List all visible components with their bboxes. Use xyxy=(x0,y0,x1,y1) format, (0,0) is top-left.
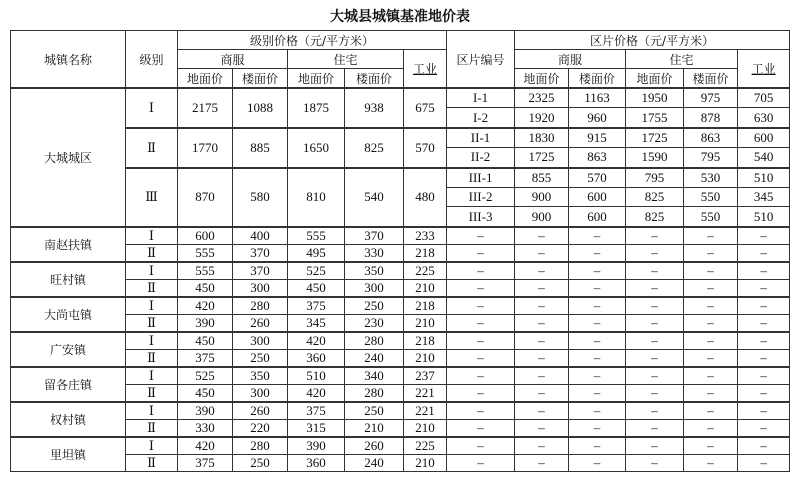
zone-price-cell: 900 xyxy=(515,207,569,227)
zone-price-cell: 630 xyxy=(738,108,790,128)
header-floor-price: 楼面价 xyxy=(233,69,288,89)
price-cell: 370 xyxy=(233,244,288,262)
price-cell: 375 xyxy=(178,454,233,471)
header-floor-price: 楼面价 xyxy=(684,69,738,89)
price-cell: 210 xyxy=(404,349,447,367)
town-name: 大城城区 xyxy=(11,88,126,227)
empty-cell: – xyxy=(684,367,738,385)
header-industrial: 工业 xyxy=(404,50,447,89)
price-cell: 525 xyxy=(288,262,345,280)
zone-price-cell: 550 xyxy=(684,187,738,206)
price-cell: 555 xyxy=(288,227,345,245)
price-cell: 938 xyxy=(345,88,404,128)
empty-cell: – xyxy=(447,279,515,297)
town-name: 里坦镇 xyxy=(11,437,126,472)
zone-price-cell: 795 xyxy=(626,168,684,188)
empty-cell: – xyxy=(447,297,515,315)
empty-cell: – xyxy=(626,437,684,455)
level-cell: Ⅰ xyxy=(126,367,178,385)
zone-price-cell: 510 xyxy=(738,168,790,188)
zone-price-cell: 795 xyxy=(684,148,738,168)
empty-cell: – xyxy=(515,314,569,332)
empty-cell: – xyxy=(684,349,738,367)
price-cell: 250 xyxy=(233,349,288,367)
price-cell: 360 xyxy=(288,349,345,367)
empty-cell: – xyxy=(515,227,569,245)
empty-cell: – xyxy=(447,349,515,367)
header-zone-price: 区片价格（元/平方米） xyxy=(515,31,790,50)
level-cell: Ⅰ xyxy=(126,437,178,455)
empty-cell: – xyxy=(515,402,569,420)
price-cell: 400 xyxy=(233,227,288,245)
price-cell: 390 xyxy=(288,437,345,455)
empty-cell: – xyxy=(738,454,790,471)
empty-cell: – xyxy=(684,227,738,245)
table-row xyxy=(11,128,790,148)
price-cell: 450 xyxy=(288,279,345,297)
empty-cell: – xyxy=(447,419,515,437)
price-cell: 330 xyxy=(178,419,233,437)
table-row xyxy=(11,454,790,471)
table-row xyxy=(11,349,790,367)
zone-price-cell: 1950 xyxy=(626,88,684,108)
zone-price-cell: 600 xyxy=(569,187,626,206)
price-cell: 210 xyxy=(345,419,404,437)
empty-cell: – xyxy=(626,384,684,402)
town-name: 留各庄镇 xyxy=(11,367,126,402)
zone-price-cell: 863 xyxy=(684,128,738,148)
zone-id: II-1 xyxy=(447,128,515,148)
price-cell: 237 xyxy=(404,367,447,385)
level-cell: Ⅲ xyxy=(126,168,178,227)
empty-cell: – xyxy=(738,314,790,332)
empty-cell: – xyxy=(626,314,684,332)
table-row xyxy=(11,297,790,315)
empty-cell: – xyxy=(447,437,515,455)
empty-cell: – xyxy=(515,384,569,402)
zone-price-cell: 825 xyxy=(626,187,684,206)
empty-cell: – xyxy=(626,244,684,262)
empty-cell: – xyxy=(738,332,790,350)
price-cell: 675 xyxy=(404,88,447,128)
empty-cell: – xyxy=(626,332,684,350)
empty-cell: – xyxy=(569,244,626,262)
header-land-price: 地面价 xyxy=(626,69,684,89)
empty-cell: – xyxy=(447,384,515,402)
table-row xyxy=(11,402,790,420)
price-cell: 280 xyxy=(233,297,288,315)
zone-price-cell: 863 xyxy=(569,148,626,168)
town-name: 权村镇 xyxy=(11,402,126,437)
table-row xyxy=(11,314,790,332)
zone-price-cell: 960 xyxy=(569,108,626,128)
price-cell: 885 xyxy=(233,128,288,168)
empty-cell: – xyxy=(447,367,515,385)
header-zone-industrial: 工业 xyxy=(738,50,790,89)
table-row xyxy=(11,227,790,245)
price-cell: 370 xyxy=(345,227,404,245)
level-cell: Ⅰ xyxy=(126,402,178,420)
empty-cell: – xyxy=(684,437,738,455)
price-cell: 570 xyxy=(404,128,447,168)
price-cell: 555 xyxy=(178,244,233,262)
price-cell: 220 xyxy=(233,419,288,437)
price-cell: 370 xyxy=(233,262,288,280)
town-name: 大尚屯镇 xyxy=(11,297,126,332)
empty-cell: – xyxy=(447,454,515,471)
empty-cell: – xyxy=(515,332,569,350)
price-cell: 221 xyxy=(404,384,447,402)
empty-cell: – xyxy=(447,227,515,245)
level-cell: Ⅱ xyxy=(126,279,178,297)
empty-cell: – xyxy=(569,437,626,455)
price-cell: 225 xyxy=(404,262,447,280)
price-cell: 1088 xyxy=(233,88,288,128)
empty-cell: – xyxy=(515,437,569,455)
table-row xyxy=(11,168,790,188)
empty-cell: – xyxy=(684,454,738,471)
level-cell: Ⅱ xyxy=(126,349,178,367)
price-cell: 218 xyxy=(404,244,447,262)
empty-cell: – xyxy=(569,227,626,245)
empty-cell: – xyxy=(569,314,626,332)
zone-price-cell: 1163 xyxy=(569,88,626,108)
price-cell: 240 xyxy=(345,454,404,471)
level-cell: Ⅰ xyxy=(126,227,178,245)
empty-cell: – xyxy=(626,367,684,385)
price-cell: 250 xyxy=(233,454,288,471)
price-cell: 300 xyxy=(233,279,288,297)
zone-id: III-2 xyxy=(447,187,515,206)
empty-cell: – xyxy=(738,297,790,315)
price-cell: 870 xyxy=(178,168,233,227)
empty-cell: – xyxy=(738,437,790,455)
price-cell: 350 xyxy=(233,367,288,385)
empty-cell: – xyxy=(626,297,684,315)
price-cell: 250 xyxy=(345,297,404,315)
empty-cell: – xyxy=(684,402,738,420)
zone-price-cell: 550 xyxy=(684,207,738,227)
empty-cell: – xyxy=(515,297,569,315)
land-price-table xyxy=(10,30,790,472)
zone-price-cell: 1920 xyxy=(515,108,569,128)
zone-price-cell: 600 xyxy=(569,207,626,227)
empty-cell: – xyxy=(738,384,790,402)
table-row xyxy=(11,332,790,350)
level-cell: Ⅱ xyxy=(126,384,178,402)
empty-cell: – xyxy=(515,367,569,385)
empty-cell: – xyxy=(626,419,684,437)
empty-cell: – xyxy=(626,279,684,297)
empty-cell: – xyxy=(738,262,790,280)
zone-price-cell: 510 xyxy=(738,207,790,227)
header-level: 级别 xyxy=(126,31,178,89)
header-town: 城镇名称 xyxy=(11,31,126,89)
table-row xyxy=(11,279,790,297)
empty-cell: – xyxy=(626,262,684,280)
zone-price-cell: 900 xyxy=(515,187,569,206)
empty-cell: – xyxy=(684,297,738,315)
price-cell: 210 xyxy=(404,314,447,332)
price-cell: 230 xyxy=(345,314,404,332)
empty-cell: – xyxy=(515,454,569,471)
price-cell: 280 xyxy=(345,332,404,350)
header-zone-residential: 住宅 xyxy=(626,50,738,69)
price-cell: 2175 xyxy=(178,88,233,128)
town-name: 广安镇 xyxy=(11,332,126,367)
table-row xyxy=(11,244,790,262)
zone-price-cell: 1755 xyxy=(626,108,684,128)
price-cell: 345 xyxy=(288,314,345,332)
empty-cell: – xyxy=(738,279,790,297)
empty-cell: – xyxy=(515,279,569,297)
empty-cell: – xyxy=(569,297,626,315)
price-cell: 825 xyxy=(345,128,404,168)
empty-cell: – xyxy=(626,454,684,471)
empty-cell: – xyxy=(684,262,738,280)
price-cell: 450 xyxy=(178,384,233,402)
price-cell: 540 xyxy=(345,168,404,227)
empty-cell: – xyxy=(447,244,515,262)
price-cell: 420 xyxy=(178,437,233,455)
zone-price-cell: 1590 xyxy=(626,148,684,168)
level-cell: Ⅱ xyxy=(126,314,178,332)
empty-cell: – xyxy=(738,244,790,262)
price-cell: 225 xyxy=(404,437,447,455)
level-cell: Ⅱ xyxy=(126,419,178,437)
empty-cell: – xyxy=(569,384,626,402)
header-commercial: 商服 xyxy=(178,50,288,69)
price-cell: 810 xyxy=(288,168,345,227)
empty-cell: – xyxy=(626,349,684,367)
price-cell: 350 xyxy=(345,262,404,280)
price-cell: 390 xyxy=(178,402,233,420)
zone-id: II-2 xyxy=(447,148,515,168)
zone-price-cell: 855 xyxy=(515,168,569,188)
price-cell: 580 xyxy=(233,168,288,227)
price-cell: 260 xyxy=(233,314,288,332)
zone-price-cell: 570 xyxy=(569,168,626,188)
header-zone-commercial: 商服 xyxy=(515,50,626,69)
empty-cell: – xyxy=(515,419,569,437)
price-cell: 221 xyxy=(404,402,447,420)
level-cell: Ⅱ xyxy=(126,128,178,168)
empty-cell: – xyxy=(447,262,515,280)
level-cell: Ⅰ xyxy=(126,297,178,315)
table-row xyxy=(11,367,790,385)
price-cell: 218 xyxy=(404,332,447,350)
zone-price-cell: 2325 xyxy=(515,88,569,108)
zone-price-cell: 975 xyxy=(684,88,738,108)
price-cell: 375 xyxy=(288,402,345,420)
empty-cell: – xyxy=(738,227,790,245)
zone-price-cell: 1725 xyxy=(626,128,684,148)
town-name: 南赵扶镇 xyxy=(11,227,126,262)
zone-price-cell: 1725 xyxy=(515,148,569,168)
price-cell: 1875 xyxy=(288,88,345,128)
zone-price-cell: 825 xyxy=(626,207,684,227)
empty-cell: – xyxy=(684,332,738,350)
empty-cell: – xyxy=(738,367,790,385)
zone-price-cell: 1830 xyxy=(515,128,569,148)
empty-cell: – xyxy=(447,314,515,332)
empty-cell: – xyxy=(626,227,684,245)
zone-price-cell: 600 xyxy=(738,128,790,148)
table-title: 大城县城镇基准地价表 xyxy=(330,9,470,25)
price-cell: 250 xyxy=(345,402,404,420)
empty-cell: – xyxy=(515,244,569,262)
level-cell: Ⅰ xyxy=(126,88,178,128)
level-cell: Ⅰ xyxy=(126,262,178,280)
price-cell: 210 xyxy=(404,419,447,437)
table-row xyxy=(11,262,790,280)
header-residential: 住宅 xyxy=(288,50,404,69)
zone-id: III-3 xyxy=(447,207,515,227)
price-cell: 330 xyxy=(345,244,404,262)
empty-cell: – xyxy=(569,419,626,437)
zone-price-cell: 345 xyxy=(738,187,790,206)
town-name: 旺村镇 xyxy=(11,262,126,297)
empty-cell: – xyxy=(738,402,790,420)
price-cell: 450 xyxy=(178,279,233,297)
empty-cell: – xyxy=(684,279,738,297)
header-zone-no: 区片编号 xyxy=(447,31,515,89)
price-cell: 210 xyxy=(404,279,447,297)
price-cell: 510 xyxy=(288,367,345,385)
empty-cell: – xyxy=(684,314,738,332)
header-floor-price: 楼面价 xyxy=(569,69,626,89)
price-cell: 420 xyxy=(288,384,345,402)
header-land-price: 地面价 xyxy=(515,69,569,89)
price-cell: 450 xyxy=(178,332,233,350)
price-cell: 420 xyxy=(178,297,233,315)
price-cell: 420 xyxy=(288,332,345,350)
price-cell: 300 xyxy=(233,332,288,350)
price-cell: 260 xyxy=(233,402,288,420)
empty-cell: – xyxy=(684,419,738,437)
empty-cell: – xyxy=(569,349,626,367)
zone-price-cell: 915 xyxy=(569,128,626,148)
price-cell: 600 xyxy=(178,227,233,245)
table-row xyxy=(11,88,790,108)
empty-cell: – xyxy=(738,419,790,437)
zone-id: I-1 xyxy=(447,88,515,108)
price-cell: 260 xyxy=(345,437,404,455)
header-land-price: 地面价 xyxy=(288,69,345,89)
zone-price-cell: 540 xyxy=(738,148,790,168)
price-cell: 375 xyxy=(288,297,345,315)
price-cell: 280 xyxy=(233,437,288,455)
empty-cell: – xyxy=(569,279,626,297)
price-cell: 375 xyxy=(178,349,233,367)
zone-id: III-1 xyxy=(447,168,515,188)
price-cell: 300 xyxy=(233,384,288,402)
empty-cell: – xyxy=(569,367,626,385)
zone-price-cell: 878 xyxy=(684,108,738,128)
price-cell: 360 xyxy=(288,454,345,471)
zone-id: I-2 xyxy=(447,108,515,128)
empty-cell: – xyxy=(738,349,790,367)
level-cell: Ⅱ xyxy=(126,244,178,262)
price-cell: 480 xyxy=(404,168,447,227)
header-land-price: 地面价 xyxy=(178,69,233,89)
price-cell: 210 xyxy=(404,454,447,471)
level-cell: Ⅰ xyxy=(126,332,178,350)
price-cell: 280 xyxy=(345,384,404,402)
table-row xyxy=(11,419,790,437)
level-cell: Ⅱ xyxy=(126,454,178,471)
price-cell: 315 xyxy=(288,419,345,437)
empty-cell: – xyxy=(447,332,515,350)
table-row xyxy=(11,437,790,455)
empty-cell: – xyxy=(569,454,626,471)
price-cell: 240 xyxy=(345,349,404,367)
table-row xyxy=(11,384,790,402)
price-cell: 495 xyxy=(288,244,345,262)
price-cell: 218 xyxy=(404,297,447,315)
header-floor-price: 楼面价 xyxy=(345,69,404,89)
price-cell: 525 xyxy=(178,367,233,385)
header-level-price: 级别价格（元/平方米） xyxy=(178,31,447,50)
empty-cell: – xyxy=(515,262,569,280)
empty-cell: – xyxy=(684,384,738,402)
zone-price-cell: 705 xyxy=(738,88,790,108)
empty-cell: – xyxy=(569,332,626,350)
empty-cell: – xyxy=(515,349,569,367)
zone-price-cell: 530 xyxy=(684,168,738,188)
empty-cell: – xyxy=(569,262,626,280)
price-cell: 233 xyxy=(404,227,447,245)
price-cell: 390 xyxy=(178,314,233,332)
header-row-1 xyxy=(11,31,790,50)
empty-cell: – xyxy=(447,402,515,420)
empty-cell: – xyxy=(626,402,684,420)
price-cell: 1650 xyxy=(288,128,345,168)
empty-cell: – xyxy=(684,244,738,262)
price-cell: 555 xyxy=(178,262,233,280)
empty-cell: – xyxy=(569,402,626,420)
price-cell: 300 xyxy=(345,279,404,297)
price-cell: 1770 xyxy=(178,128,233,168)
price-cell: 340 xyxy=(345,367,404,385)
